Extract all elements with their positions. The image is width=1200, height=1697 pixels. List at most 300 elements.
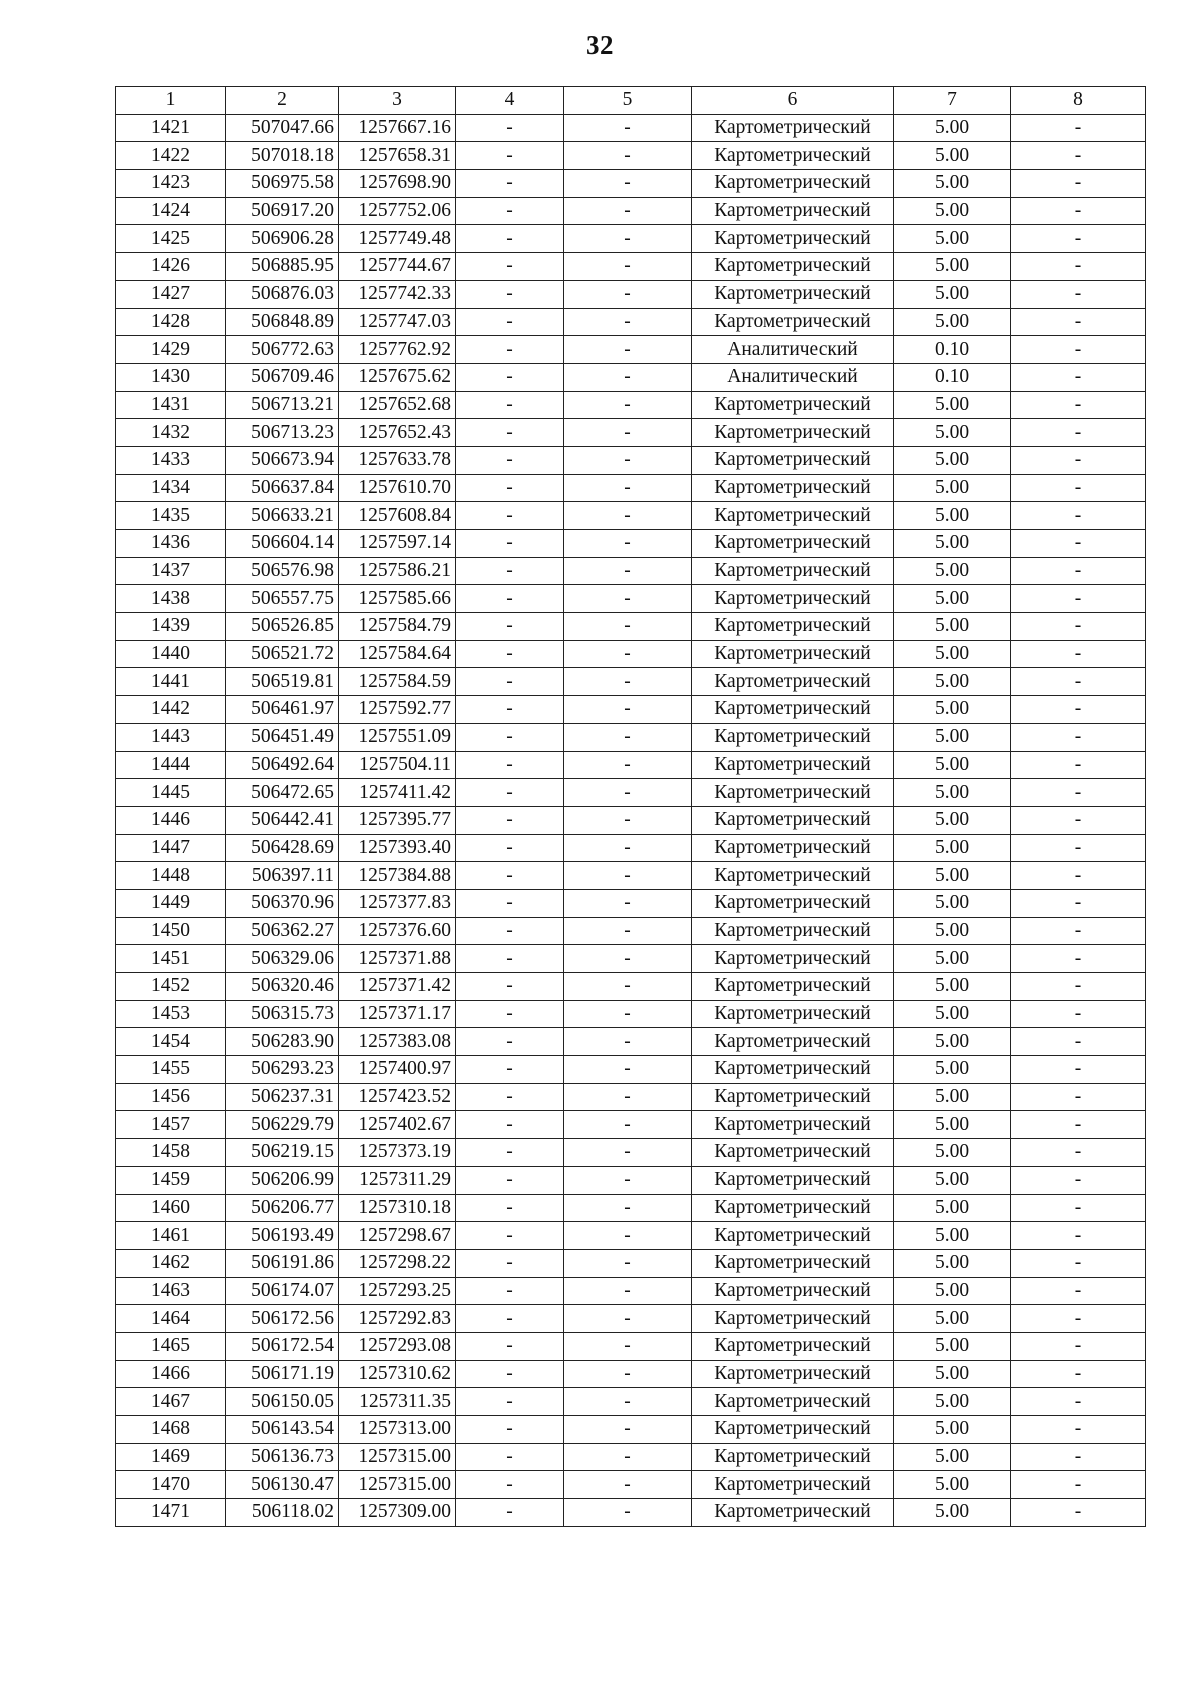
method-cell: Картометрический (692, 446, 894, 474)
column-header-6: 6 (692, 87, 894, 115)
point-number-cell: 1441 (116, 668, 226, 696)
column-8-cell: - (1011, 806, 1146, 834)
column-5-cell: - (564, 779, 692, 807)
table-row (116, 1305, 1146, 1333)
table-row (116, 834, 1146, 862)
column-4-cell: - (456, 1194, 564, 1222)
method-cell: Картометрический (692, 1443, 894, 1471)
precision-cell: 5.00 (894, 1111, 1011, 1139)
column-4-cell: - (456, 889, 564, 917)
column-4-cell: - (456, 114, 564, 142)
precision-cell: 5.00 (894, 973, 1011, 1001)
column-8-cell: - (1011, 1443, 1146, 1471)
column-4-cell: - (456, 557, 564, 585)
column-8-cell: - (1011, 862, 1146, 890)
method-cell: Картометрический (692, 696, 894, 724)
column-5-cell: - (564, 1471, 692, 1499)
column-8-cell: - (1011, 474, 1146, 502)
method-cell: Картометрический (692, 862, 894, 890)
point-number-cell: 1461 (116, 1222, 226, 1250)
x-coordinate-cell: 506118.02 (226, 1499, 339, 1527)
column-8-cell: - (1011, 696, 1146, 724)
column-8-cell: - (1011, 1028, 1146, 1056)
method-cell: Картометрический (692, 391, 894, 419)
table-row (116, 446, 1146, 474)
column-5-cell: - (564, 1194, 692, 1222)
column-5-cell: - (564, 945, 692, 973)
table-row (116, 1416, 1146, 1444)
point-number-cell: 1423 (116, 170, 226, 198)
column-5-cell: - (564, 336, 692, 364)
y-coordinate-cell: 1257551.09 (339, 723, 456, 751)
column-4-cell: - (456, 225, 564, 253)
y-coordinate-cell: 1257667.16 (339, 114, 456, 142)
precision-cell: 5.00 (894, 1056, 1011, 1084)
x-coordinate-cell: 506885.95 (226, 253, 339, 281)
precision-cell: 5.00 (894, 668, 1011, 696)
column-5-cell: - (564, 391, 692, 419)
x-coordinate-cell: 506451.49 (226, 723, 339, 751)
method-cell: Аналитический (692, 336, 894, 364)
column-8-cell: - (1011, 170, 1146, 198)
x-coordinate-cell: 506193.49 (226, 1222, 339, 1250)
column-4-cell: - (456, 1388, 564, 1416)
point-number-cell: 1471 (116, 1499, 226, 1527)
precision-cell: 5.00 (894, 557, 1011, 585)
method-cell: Картометрический (692, 751, 894, 779)
method-cell: Картометрический (692, 1332, 894, 1360)
table-row (116, 502, 1146, 530)
column-5-cell: - (564, 1028, 692, 1056)
point-number-cell: 1430 (116, 363, 226, 391)
table-row (116, 723, 1146, 751)
table-row (116, 142, 1146, 170)
column-header-2: 2 (226, 87, 339, 115)
y-coordinate-cell: 1257608.84 (339, 502, 456, 530)
x-coordinate-cell: 506461.97 (226, 696, 339, 724)
y-coordinate-cell: 1257371.17 (339, 1000, 456, 1028)
precision-cell: 5.00 (894, 1416, 1011, 1444)
x-coordinate-cell: 506171.19 (226, 1360, 339, 1388)
column-4-cell: - (456, 1499, 564, 1527)
point-number-cell: 1465 (116, 1332, 226, 1360)
y-coordinate-cell: 1257298.22 (339, 1249, 456, 1277)
point-number-cell: 1470 (116, 1471, 226, 1499)
y-coordinate-cell: 1257610.70 (339, 474, 456, 502)
method-cell: Картометрический (692, 280, 894, 308)
column-4-cell: - (456, 170, 564, 198)
column-8-cell: - (1011, 114, 1146, 142)
method-cell: Картометрический (692, 1416, 894, 1444)
column-8-cell: - (1011, 1471, 1146, 1499)
column-8-cell: - (1011, 723, 1146, 751)
method-cell: Картометрический (692, 1249, 894, 1277)
column-8-cell: - (1011, 391, 1146, 419)
column-5-cell: - (564, 973, 692, 1001)
x-coordinate-cell: 506637.84 (226, 474, 339, 502)
point-number-cell: 1467 (116, 1388, 226, 1416)
point-number-cell: 1440 (116, 640, 226, 668)
column-8-cell: - (1011, 1388, 1146, 1416)
point-number-cell: 1466 (116, 1360, 226, 1388)
x-coordinate-cell: 506906.28 (226, 225, 339, 253)
column-5-cell: - (564, 1139, 692, 1167)
x-coordinate-cell: 506713.21 (226, 391, 339, 419)
method-cell: Картометрический (692, 1360, 894, 1388)
column-5-cell: - (564, 1499, 692, 1527)
column-4-cell: - (456, 253, 564, 281)
table-row (116, 1360, 1146, 1388)
y-coordinate-cell: 1257371.42 (339, 973, 456, 1001)
column-8-cell: - (1011, 502, 1146, 530)
column-4-cell: - (456, 530, 564, 558)
point-number-cell: 1434 (116, 474, 226, 502)
point-number-cell: 1445 (116, 779, 226, 807)
column-5-cell: - (564, 363, 692, 391)
column-8-cell: - (1011, 530, 1146, 558)
x-coordinate-cell: 506174.07 (226, 1277, 339, 1305)
table-row (116, 1249, 1146, 1277)
precision-cell: 5.00 (894, 1139, 1011, 1167)
y-coordinate-cell: 1257311.29 (339, 1166, 456, 1194)
column-8-cell: - (1011, 419, 1146, 447)
x-coordinate-cell: 506150.05 (226, 1388, 339, 1416)
method-cell: Картометрический (692, 557, 894, 585)
table-row (116, 557, 1146, 585)
column-5-cell: - (564, 1416, 692, 1444)
column-8-cell: - (1011, 225, 1146, 253)
point-number-cell: 1428 (116, 308, 226, 336)
precision-cell: 5.00 (894, 751, 1011, 779)
column-5-cell: - (564, 751, 692, 779)
y-coordinate-cell: 1257377.83 (339, 889, 456, 917)
x-coordinate-cell: 506521.72 (226, 640, 339, 668)
x-coordinate-cell: 506206.77 (226, 1194, 339, 1222)
point-number-cell: 1463 (116, 1277, 226, 1305)
table-row (116, 225, 1146, 253)
column-header-8: 8 (1011, 87, 1146, 115)
column-8-cell: - (1011, 973, 1146, 1001)
column-4-cell: - (456, 502, 564, 530)
method-cell: Картометрический (692, 806, 894, 834)
y-coordinate-cell: 1257592.77 (339, 696, 456, 724)
column-4-cell: - (456, 446, 564, 474)
x-coordinate-cell: 506713.23 (226, 419, 339, 447)
column-4-cell: - (456, 419, 564, 447)
x-coordinate-cell: 506370.96 (226, 889, 339, 917)
column-8-cell: - (1011, 613, 1146, 641)
y-coordinate-cell: 1257315.00 (339, 1443, 456, 1471)
column-header-7: 7 (894, 87, 1011, 115)
column-5-cell: - (564, 1305, 692, 1333)
column-header-4: 4 (456, 87, 564, 115)
column-8-cell: - (1011, 1360, 1146, 1388)
table-row (116, 1443, 1146, 1471)
precision-cell: 5.00 (894, 862, 1011, 890)
table-row (116, 1028, 1146, 1056)
column-8-cell: - (1011, 1083, 1146, 1111)
x-coordinate-cell: 506206.99 (226, 1166, 339, 1194)
column-5-cell: - (564, 419, 692, 447)
point-number-cell: 1458 (116, 1139, 226, 1167)
table-row (116, 419, 1146, 447)
table-row (116, 806, 1146, 834)
x-coordinate-cell: 506772.63 (226, 336, 339, 364)
table-row (116, 973, 1146, 1001)
y-coordinate-cell: 1257762.92 (339, 336, 456, 364)
column-4-cell: - (456, 336, 564, 364)
y-coordinate-cell: 1257298.67 (339, 1222, 456, 1250)
method-cell: Картометрический (692, 142, 894, 170)
point-number-cell: 1451 (116, 945, 226, 973)
precision-cell: 5.00 (894, 1305, 1011, 1333)
y-coordinate-cell: 1257311.35 (339, 1388, 456, 1416)
table-row (116, 308, 1146, 336)
method-cell: Картометрический (692, 253, 894, 281)
column-5-cell: - (564, 1166, 692, 1194)
method-cell: Картометрический (692, 723, 894, 751)
x-coordinate-cell: 506526.85 (226, 613, 339, 641)
column-header-1: 1 (116, 87, 226, 115)
column-5-cell: - (564, 585, 692, 613)
y-coordinate-cell: 1257393.40 (339, 834, 456, 862)
method-cell: Картометрический (692, 834, 894, 862)
method-cell: Картометрический (692, 1277, 894, 1305)
x-coordinate-cell: 506917.20 (226, 197, 339, 225)
x-coordinate-cell: 506442.41 (226, 806, 339, 834)
column-4-cell: - (456, 1332, 564, 1360)
point-number-cell: 1432 (116, 419, 226, 447)
y-coordinate-cell: 1257749.48 (339, 225, 456, 253)
column-4-cell: - (456, 280, 564, 308)
column-8-cell: - (1011, 640, 1146, 668)
x-coordinate-cell: 506329.06 (226, 945, 339, 973)
y-coordinate-cell: 1257742.33 (339, 280, 456, 308)
precision-cell: 5.00 (894, 1222, 1011, 1250)
page-number: 32 (586, 30, 614, 60)
precision-cell: 5.00 (894, 446, 1011, 474)
column-4-cell: - (456, 1000, 564, 1028)
column-5-cell: - (564, 917, 692, 945)
column-5-cell: - (564, 1249, 692, 1277)
column-5-cell: - (564, 696, 692, 724)
method-cell: Картометрический (692, 640, 894, 668)
column-4-cell: - (456, 1249, 564, 1277)
point-number-cell: 1421 (116, 114, 226, 142)
precision-cell: 0.10 (894, 363, 1011, 391)
precision-cell: 5.00 (894, 391, 1011, 419)
table-header-row (116, 87, 1146, 115)
y-coordinate-cell: 1257423.52 (339, 1083, 456, 1111)
table-row (116, 945, 1146, 973)
precision-cell: 5.00 (894, 419, 1011, 447)
precision-cell: 5.00 (894, 640, 1011, 668)
method-cell: Картометрический (692, 973, 894, 1001)
column-5-cell: - (564, 530, 692, 558)
column-4-cell: - (456, 806, 564, 834)
column-4-cell: - (456, 973, 564, 1001)
table-row (116, 1166, 1146, 1194)
column-8-cell: - (1011, 446, 1146, 474)
method-cell: Аналитический (692, 363, 894, 391)
method-cell: Картометрический (692, 502, 894, 530)
x-coordinate-cell: 506519.81 (226, 668, 339, 696)
table-row (116, 280, 1146, 308)
point-number-cell: 1449 (116, 889, 226, 917)
table-row (116, 1222, 1146, 1250)
column-5-cell: - (564, 142, 692, 170)
table-row (116, 889, 1146, 917)
y-coordinate-cell: 1257383.08 (339, 1028, 456, 1056)
column-4-cell: - (456, 1111, 564, 1139)
y-coordinate-cell: 1257395.77 (339, 806, 456, 834)
column-8-cell: - (1011, 1277, 1146, 1305)
method-cell: Картометрический (692, 1083, 894, 1111)
x-coordinate-cell: 506362.27 (226, 917, 339, 945)
column-4-cell: - (456, 696, 564, 724)
column-8-cell: - (1011, 1222, 1146, 1250)
x-coordinate-cell: 506315.73 (226, 1000, 339, 1028)
column-8-cell: - (1011, 557, 1146, 585)
x-coordinate-cell: 506237.31 (226, 1083, 339, 1111)
precision-cell: 5.00 (894, 585, 1011, 613)
column-8-cell: - (1011, 1499, 1146, 1527)
x-coordinate-cell: 506975.58 (226, 170, 339, 198)
column-4-cell: - (456, 1416, 564, 1444)
y-coordinate-cell: 1257586.21 (339, 557, 456, 585)
column-5-cell: - (564, 446, 692, 474)
point-number-cell: 1439 (116, 613, 226, 641)
y-coordinate-cell: 1257584.79 (339, 613, 456, 641)
point-number-cell: 1448 (116, 862, 226, 890)
table-row (116, 585, 1146, 613)
table-row (116, 1499, 1146, 1527)
column-4-cell: - (456, 1166, 564, 1194)
table-row (116, 1332, 1146, 1360)
y-coordinate-cell: 1257752.06 (339, 197, 456, 225)
column-4-cell: - (456, 1305, 564, 1333)
column-8-cell: - (1011, 1332, 1146, 1360)
column-5-cell: - (564, 834, 692, 862)
point-number-cell: 1429 (116, 336, 226, 364)
x-coordinate-cell: 506492.64 (226, 751, 339, 779)
table-row (116, 253, 1146, 281)
column-5-cell: - (564, 723, 692, 751)
y-coordinate-cell: 1257371.88 (339, 945, 456, 973)
table-row (116, 114, 1146, 142)
x-coordinate-cell: 506557.75 (226, 585, 339, 613)
column-8-cell: - (1011, 585, 1146, 613)
table-row (116, 696, 1146, 724)
x-coordinate-cell: 506428.69 (226, 834, 339, 862)
point-number-cell: 1424 (116, 197, 226, 225)
point-number-cell: 1446 (116, 806, 226, 834)
column-5-cell: - (564, 668, 692, 696)
table-row (116, 1000, 1146, 1028)
precision-cell: 5.00 (894, 806, 1011, 834)
y-coordinate-cell: 1257309.00 (339, 1499, 456, 1527)
table-row (116, 530, 1146, 558)
column-4-cell: - (456, 142, 564, 170)
column-8-cell: - (1011, 1249, 1146, 1277)
method-cell: Картометрический (692, 114, 894, 142)
column-4-cell: - (456, 917, 564, 945)
method-cell: Картометрический (692, 1305, 894, 1333)
point-number-cell: 1452 (116, 973, 226, 1001)
method-cell: Картометрический (692, 1222, 894, 1250)
column-5-cell: - (564, 557, 692, 585)
table-row (116, 363, 1146, 391)
y-coordinate-cell: 1257744.67 (339, 253, 456, 281)
x-coordinate-cell: 506219.15 (226, 1139, 339, 1167)
table-row (116, 1139, 1146, 1167)
column-8-cell: - (1011, 751, 1146, 779)
table-row (116, 336, 1146, 364)
column-8-cell: - (1011, 668, 1146, 696)
x-coordinate-cell: 506848.89 (226, 308, 339, 336)
y-coordinate-cell: 1257658.31 (339, 142, 456, 170)
x-coordinate-cell: 506472.65 (226, 779, 339, 807)
column-8-cell: - (1011, 253, 1146, 281)
column-header-5: 5 (564, 87, 692, 115)
y-coordinate-cell: 1257310.62 (339, 1360, 456, 1388)
column-8-cell: - (1011, 336, 1146, 364)
table-row (116, 613, 1146, 641)
table-row (116, 474, 1146, 502)
method-cell: Картометрический (692, 419, 894, 447)
point-number-cell: 1460 (116, 1194, 226, 1222)
point-number-cell: 1462 (116, 1249, 226, 1277)
point-number-cell: 1456 (116, 1083, 226, 1111)
table-row (116, 640, 1146, 668)
method-cell: Картометрический (692, 197, 894, 225)
table-row (116, 170, 1146, 198)
table-row (116, 917, 1146, 945)
point-number-cell: 1457 (116, 1111, 226, 1139)
y-coordinate-cell: 1257585.66 (339, 585, 456, 613)
precision-cell: 5.00 (894, 1277, 1011, 1305)
column-5-cell: - (564, 806, 692, 834)
column-8-cell: - (1011, 1056, 1146, 1084)
y-coordinate-cell: 1257584.59 (339, 668, 456, 696)
y-coordinate-cell: 1257313.00 (339, 1416, 456, 1444)
precision-cell: 5.00 (894, 889, 1011, 917)
point-number-cell: 1433 (116, 446, 226, 474)
method-cell: Картометрический (692, 1499, 894, 1527)
column-8-cell: - (1011, 1139, 1146, 1167)
column-5-cell: - (564, 889, 692, 917)
column-5-cell: - (564, 170, 692, 198)
x-coordinate-cell: 506283.90 (226, 1028, 339, 1056)
point-number-cell: 1464 (116, 1305, 226, 1333)
column-8-cell: - (1011, 1000, 1146, 1028)
method-cell: Картометрический (692, 779, 894, 807)
column-5-cell: - (564, 1111, 692, 1139)
table-row (116, 1388, 1146, 1416)
precision-cell: 5.00 (894, 1028, 1011, 1056)
column-5-cell: - (564, 225, 692, 253)
x-coordinate-cell: 506143.54 (226, 1416, 339, 1444)
precision-cell: 5.00 (894, 1000, 1011, 1028)
point-number-cell: 1435 (116, 502, 226, 530)
column-4-cell: - (456, 613, 564, 641)
y-coordinate-cell: 1257384.88 (339, 862, 456, 890)
point-number-cell: 1469 (116, 1443, 226, 1471)
column-8-cell: - (1011, 779, 1146, 807)
x-coordinate-cell: 506633.21 (226, 502, 339, 530)
method-cell: Картометрический (692, 1471, 894, 1499)
table-row (116, 779, 1146, 807)
